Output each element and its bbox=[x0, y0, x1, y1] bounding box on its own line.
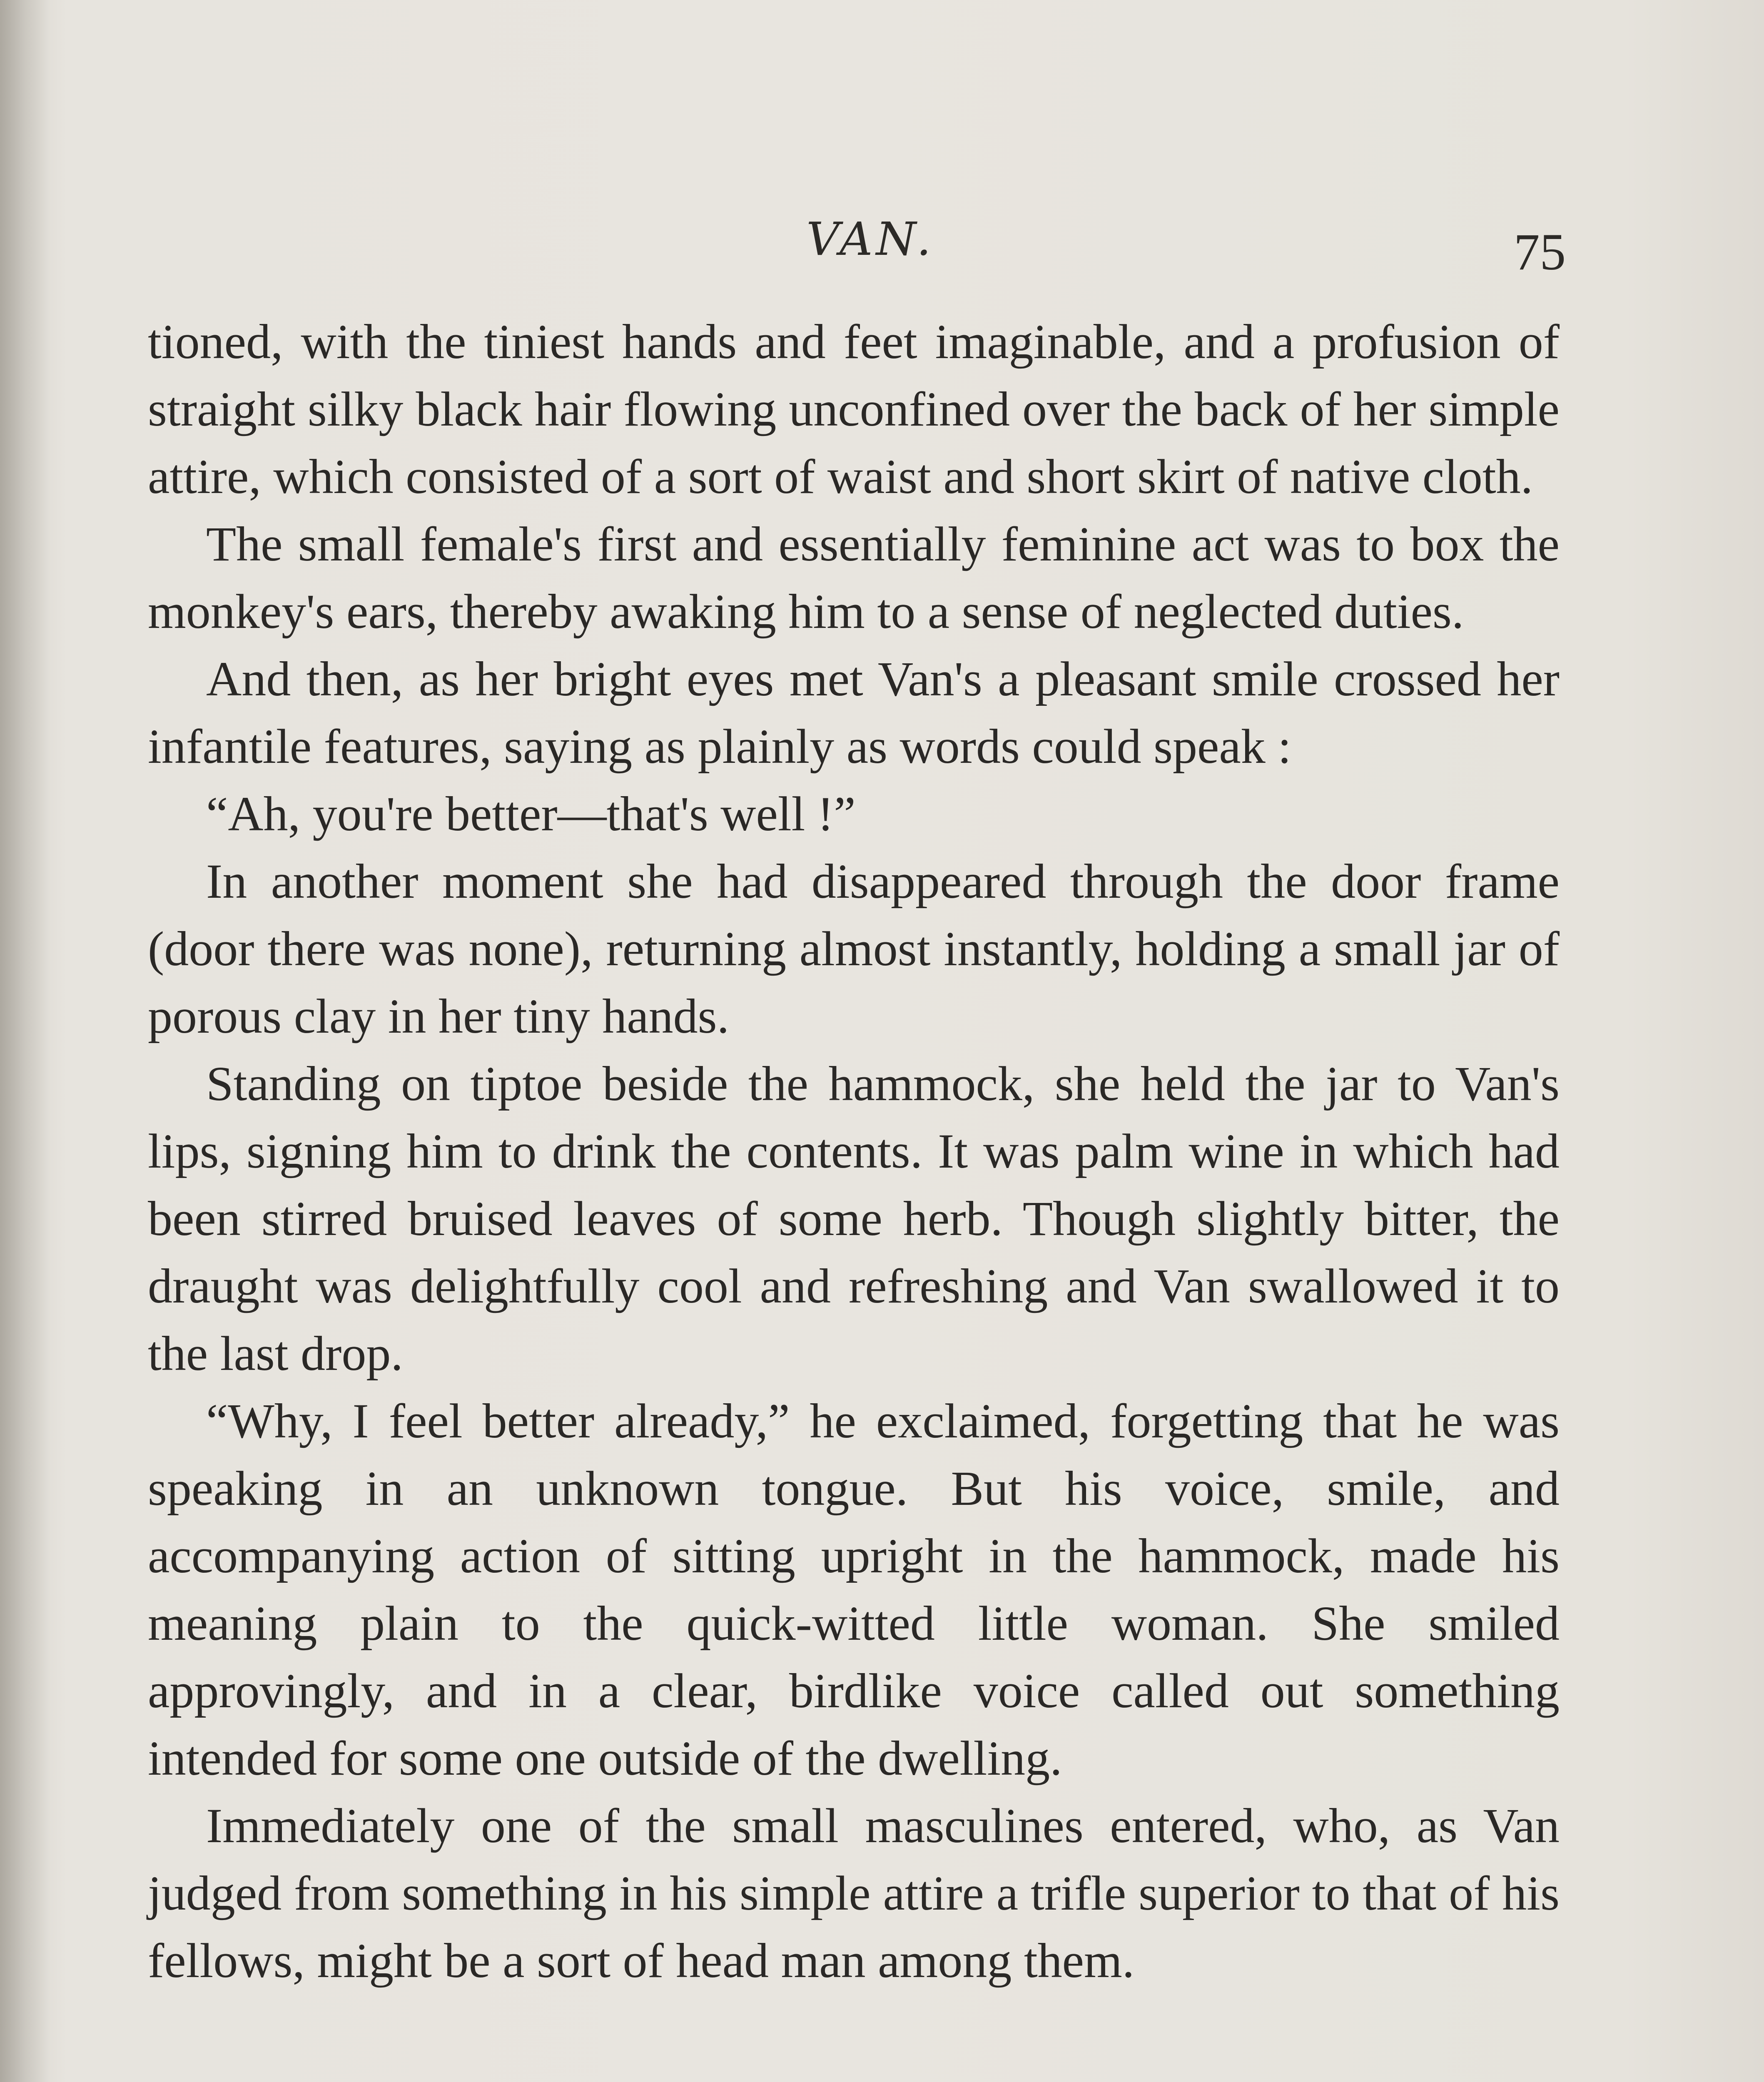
paragraph: “Why, I feel better already,” he exclaimed, forgetting that he was speaking in an unknown tongue. But his voice, smile, and accompanying action of sitting upright in the hammock, made his meaning plain to the quick-witted little woman. She smiled approvingly, and in a clear, birdlike voice called out something intended for some one outside of the dwelling. bbox=[148, 1394, 1560, 1786]
running-head-title: VAN. bbox=[806, 212, 934, 266]
paragraph: The small female's first and essentially feminine act was to box the monkey's ears, thereby awaking him to a sense of neglected duties. bbox=[148, 517, 1560, 639]
paragraph: Standing on tiptoe beside the hammock, she held the jar to Van's lips, signing him to drink the contents. It was palm wine in which had been stirred bruised leaves of some herb. Though slightly bitter, the draught was delightfully cool and refreshing and Van swallowed it to the last drop. bbox=[148, 1056, 1560, 1381]
paragraph: “Ah, you're better—that's well !” bbox=[206, 787, 856, 841]
gutter-shadow bbox=[0, 0, 50, 2082]
page-number: 75 bbox=[1514, 224, 1566, 281]
body-text bbox=[148, 308, 1560, 1995]
paragraph: In another moment she had disappeared through the door frame (door there was none), returning almost instantly, holding a small jar of porous clay in her tiny hands. bbox=[148, 854, 1560, 1043]
paragraph: Immediately one of the small masculines entered, who, as Van judged from something in his simple attire a trifle superior to that of his fellows, might be a sort of head man among them. bbox=[148, 1798, 1560, 1988]
paragraph: tioned, with the tiniest hands and feet imaginable, and a profusion of straight silky black hair flowing unconfined over the back of her simple attire, which consisted of a sort of waist and short skirt of native cloth. bbox=[148, 314, 1560, 504]
paragraph: And then, as her bright eyes met Van's a pleasant smile crossed her infantile features, saying as plainly as words could speak : bbox=[148, 652, 1560, 774]
